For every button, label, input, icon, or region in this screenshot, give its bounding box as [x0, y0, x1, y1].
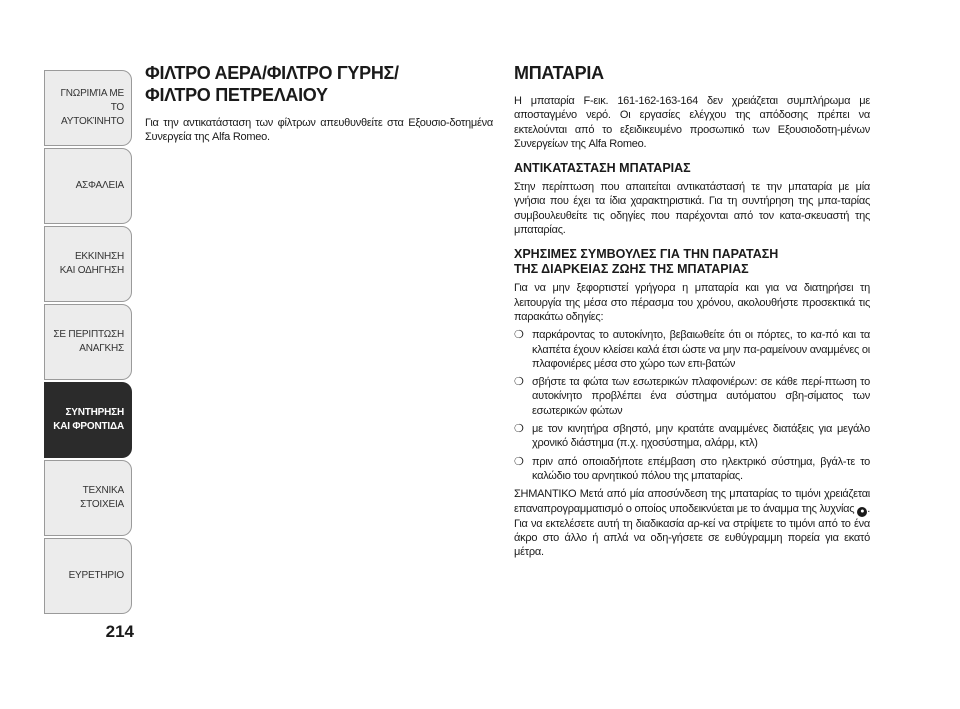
battery-tips-heading-line1: ΧΡΗΣΙΜΕΣ ΣΥΜΒΟΥΛΕΣ ΓΙΑ ΤΗΝ ΠΑΡΑΤΑΣΗ	[514, 247, 779, 262]
tab-getting-to-know-car[interactable]: ΓΝΩΡΙΜΊΑ ΜΕ ΤΟ ΑΥΤΟΚΊΝΗΤΟ	[44, 70, 132, 146]
right-column	[514, 62, 870, 563]
list-item: ❍ με τον κινητήρα σβηστό, μην κρατάτε αναμμένες διατάξεις για μεγάλο χρονικό διάστημα (π.χ. ηχοσύστημα, αλάρμ, κτλ)	[514, 423, 870, 450]
filter-title-line1: ΦΙΛΤΡΟ ΑΕΡΑ/ΦΙΛΤΡΟ ΓΥΡΗΣ/	[145, 63, 399, 83]
battery-tips-intro: Για να μην ξεφορτιστεί γρήγορα η μπαταρία και για να διατηρήσει τη λειτουργία της μέσα στο πέρασμα του χρόνου, ακολουθήστε προσεκτικά τις παρακάτω οδηγίες:	[514, 282, 870, 323]
battery-tips-heading-line2: ΤΗΣ ΔΙΑΡΚΕΙΑΣ ΖΩΗΣ ΤΗΣ ΜΠΑΤΑΡΙΑΣ	[514, 262, 749, 277]
battery-tips-list	[514, 328, 870, 483]
steering-warning-lamp-icon: ●	[857, 507, 867, 517]
circle-bullet-icon: ❍	[514, 329, 524, 342]
list-item: ❍ παρκάροντας το αυτοκίνητο, βεβαιωθείτε ότι οι πόρτες, το κα-πό και τα κλαπέτα έχουν κλείσει καλά έτσι ώστε να μην πα-ραμείνουν αναμμένες οι πλαφονιέρες μέσα στο χώρο των επι-βατών	[514, 329, 870, 370]
tab-emergency[interactable]: ΣΕ ΠΕΡΙΠΤΩΣΗ ΑΝΑΓΚΗΣ	[44, 304, 132, 380]
tab-technical-data[interactable]: ΤΕΧΝΙΚΑ ΣΤΟΙΧΕΙΑ	[44, 460, 132, 536]
battery-replacement-body: Στην περίπτωση που απαιτείται αντικατάστασή τε την μπαταρία με μία γνήσια που έχει τα ίδια χαρακτηριστικά. Για τη συντήρηση της μπα-ταρίας συμβουλευθείτε τις οδηγίες που παρέχονται από τον κατα-σκευαστή της μπαταρίας.	[514, 181, 870, 237]
circle-bullet-icon: ❍	[514, 455, 524, 468]
important-note: ΣΗΜΑΝΤΙΚΟ Μετά από μία αποσύνδεση της μπαταρίας το τιμόνι χρειάζεται επαναπρογραμματισμό ο οποίος υποδεικνύεται με το άναμμα της λυχνίας ● . Για να εκτελέσετε αυτή τη διαδικασία αρ-κεί να στρίψετε το τιμόνι από το ένα άκρο στο άλλο ή απλά να οδη-γήσετε σε ευθύγραμμη πορεία για εκατό μέτρα.	[514, 488, 870, 559]
tab-safety[interactable]: ΑΣΦΑΛΕΙΑ	[44, 148, 132, 224]
battery-replacement-heading: ΑΝΤΙΚΑΤΑΣΤΑΣΗ ΜΠΑΤΑΡΙΑΣ	[514, 161, 691, 176]
battery-tips-heading	[514, 247, 870, 277]
circle-bullet-icon: ❍	[514, 423, 524, 436]
tab-maintenance-care[interactable]: ΣΥΝΤΗΡΗΣΗ ΚΑΙ ΦΡΟΝΤΙΔΑ	[44, 382, 132, 458]
list-item: ❍ σβήστε τα φώτα των εσωτερικών πλαφονιέρων: σε κάθε περί-πτωση το αυτοκίνητο προβλέπει ένα σύστημα αυτόματου σβη-σίματος των εσωτερικών φώτων	[514, 376, 870, 417]
list-item: ❍ πριν από οποιαδήποτε επέμβαση στο ηλεκτρικό σύστημα, βγάλ-τε το καλώδιο του αρνητικού πόλου της μπαταρίας.	[514, 455, 870, 482]
left-column	[145, 62, 493, 149]
tab-starting-driving[interactable]: ΕΚΚΙΝΗΣΗ ΚΑΙ ΟΔΗΓΗΣΗ	[44, 226, 132, 302]
filter-title-line2: ΦΙΛΤΡΟ ΠΕΤΡΕΛΑΙΟΥ	[145, 85, 328, 105]
filter-body: Για την αντικατάσταση των φίλτρων απευθυνθείτε στα Εξουσιο-δοτημένα Συνεργεία της Alfa Romeo.	[145, 117, 493, 144]
filter-title	[145, 62, 493, 106]
tab-index[interactable]: ΕΥΡΕΤΗΡΙΟ	[44, 538, 132, 614]
circle-bullet-icon: ❍	[514, 376, 524, 389]
battery-intro: Η μπαταρία F-εικ. 161-162-163-164 δεν χρειάζεται συμπλήρωμα με αποσταγμένο νερό. Οι εργασίες ελέγχου της απόδοσης πρέπει να εκτελούνται από το εξειδικευμένο προσωπικό των Εξουσιοδοτη-μένων Συνεργείων της Alfa Romeo.	[514, 95, 870, 150]
page-number: 214	[105, 622, 134, 641]
battery-title: ΜΠΑΤΑΡΙΑ	[514, 63, 604, 83]
